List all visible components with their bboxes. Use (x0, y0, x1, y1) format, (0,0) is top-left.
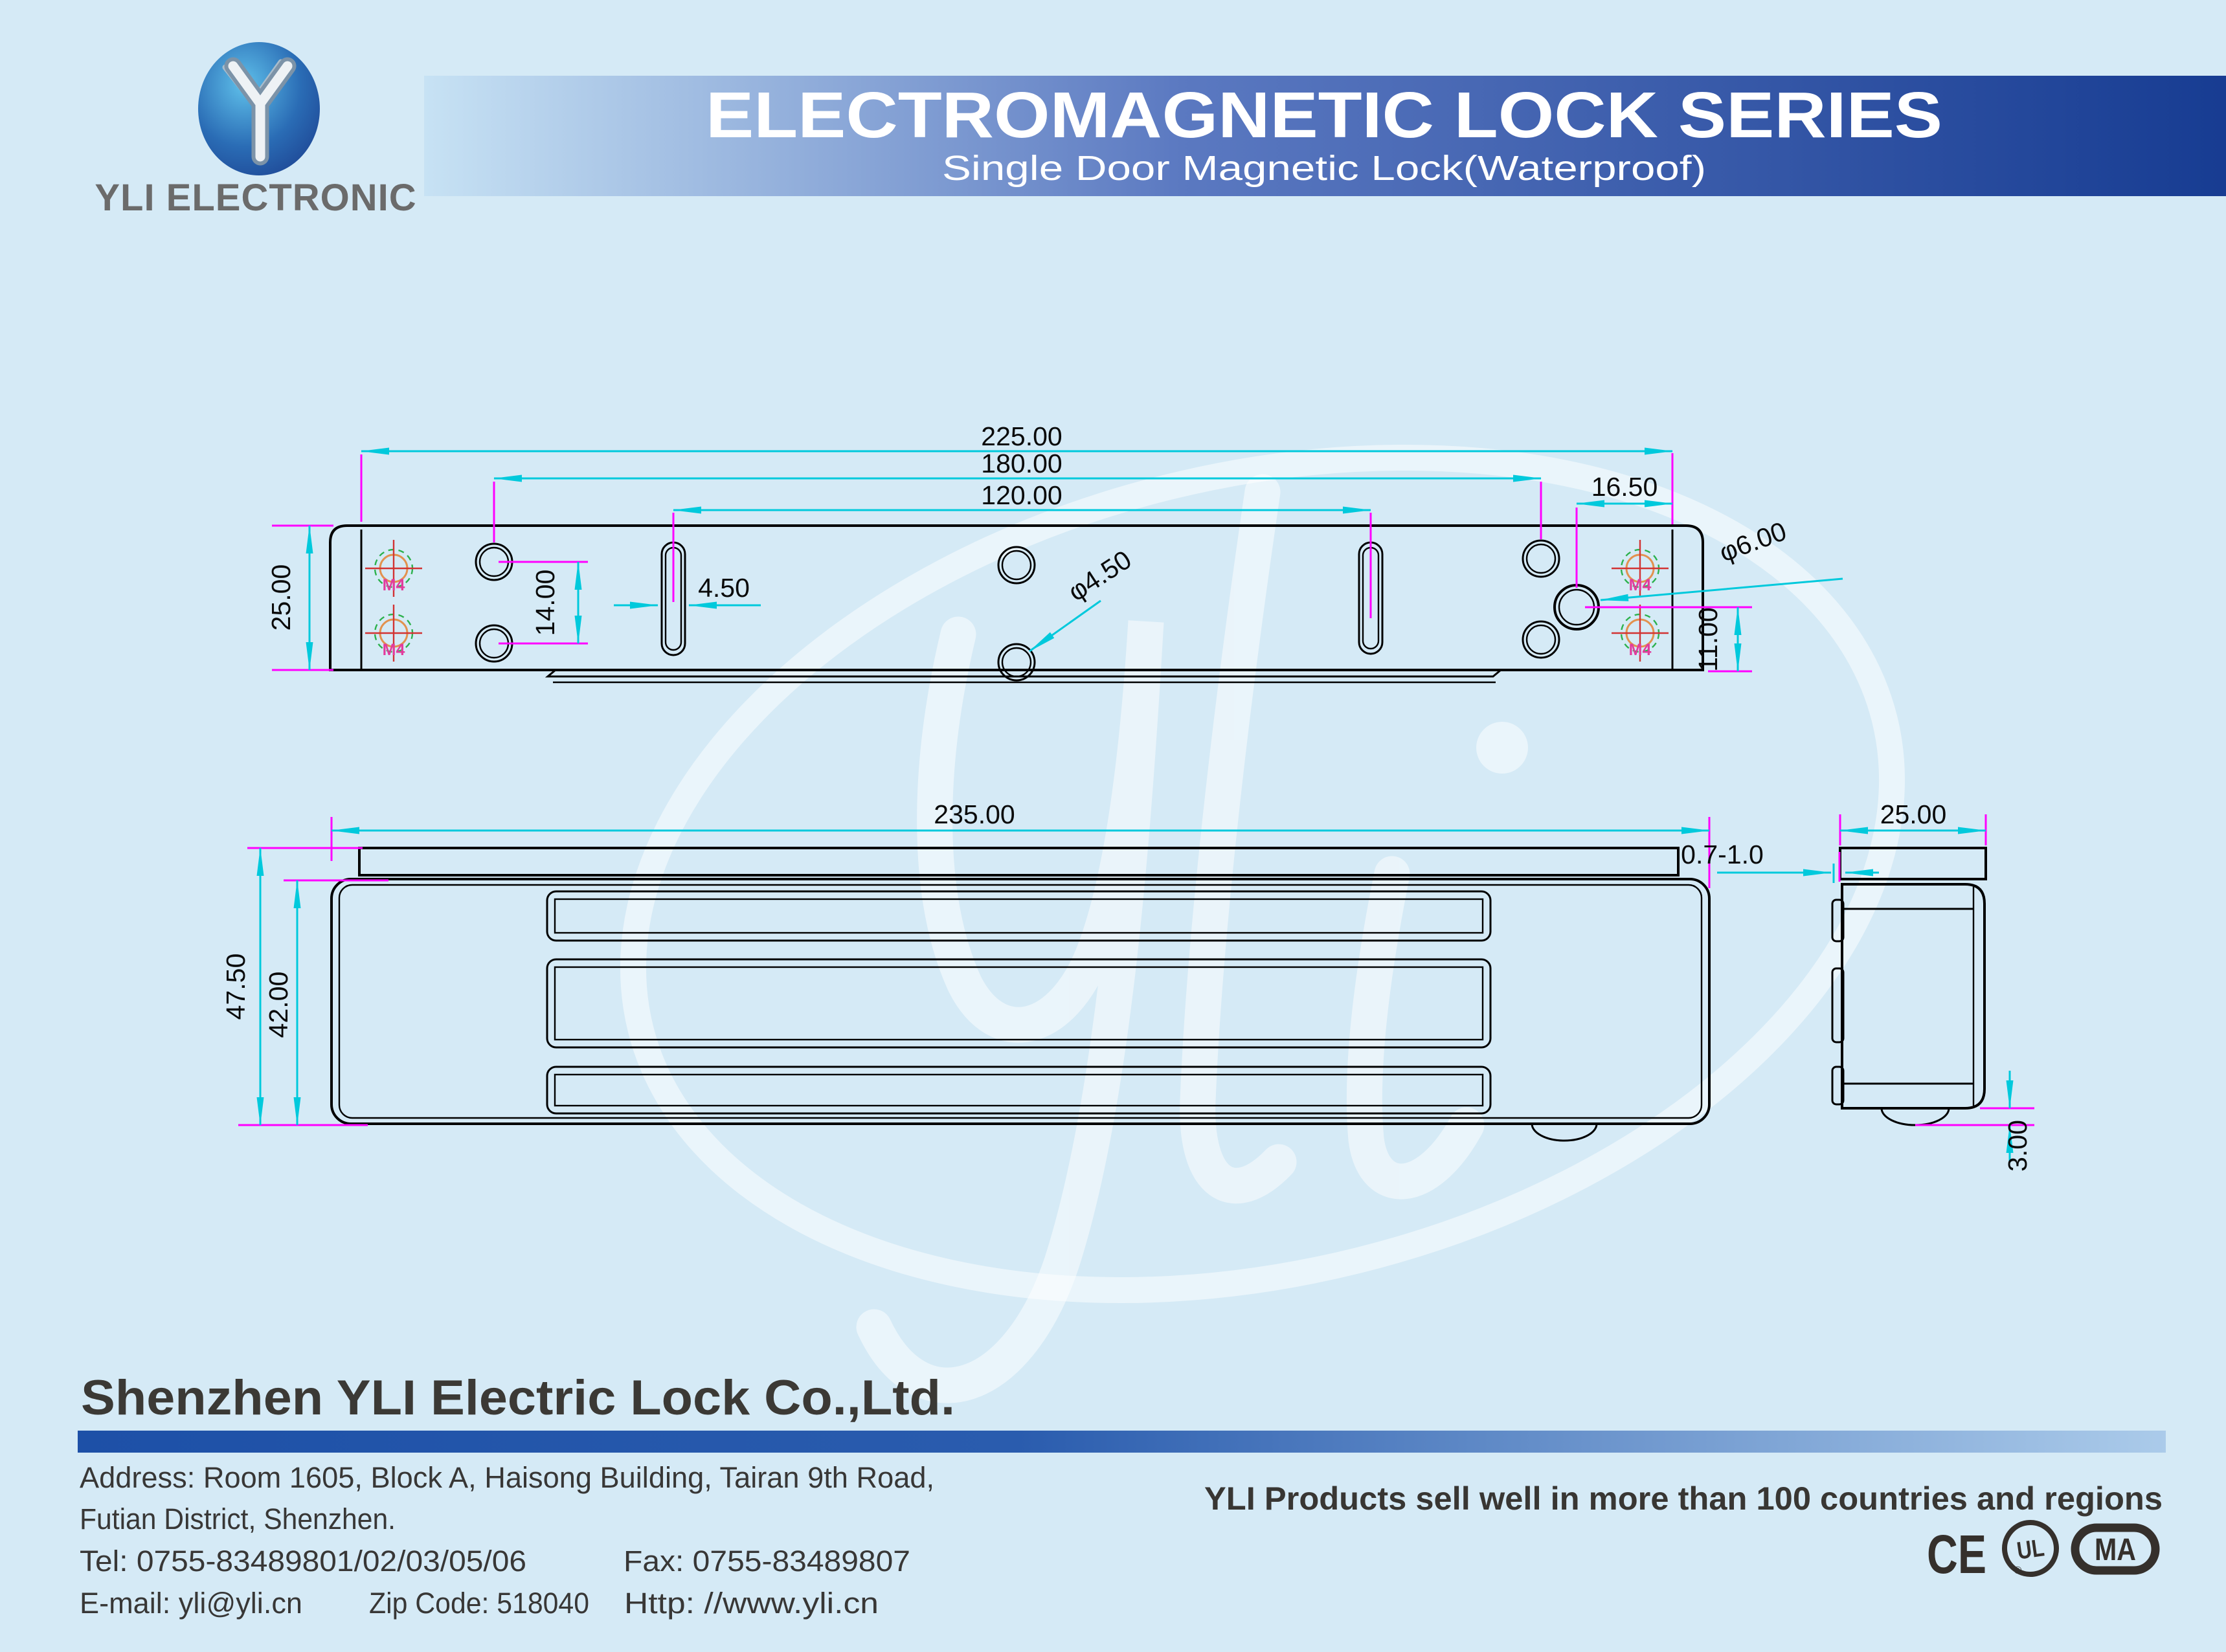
m4-mark (365, 540, 422, 597)
m4-label: M4 (382, 576, 405, 594)
banner-subtitle: Single Door Magnetic Lock(Waterproof) (942, 149, 1706, 188)
ma-mark-icon (2075, 1528, 2155, 1570)
tel-label: Tel: 0755-83489801/02/03/05/06 (80, 1545, 526, 1578)
top-view-drawing (266, 421, 1843, 682)
ul-mark-icon (2001, 1519, 2060, 1578)
logo-wordmark: YLI ELECTRONIC (95, 177, 417, 219)
dim-air-gap: 0.7-1.0 (1681, 840, 1764, 869)
zip-label: Zip Code: 518040 (369, 1587, 589, 1620)
dim-edge-offset: 16.50 (1591, 472, 1658, 502)
side-dome-foot (1882, 1108, 1949, 1125)
http-label: Http: //www.yli.cn (624, 1587, 879, 1620)
header (95, 42, 2226, 219)
certification-marks (1927, 1519, 2155, 1585)
ul-registered-symbol: ® (2013, 1565, 2023, 1577)
dim-dome-height: 3.00 (2003, 1120, 2032, 1172)
dim-body-depth: 25.00 (1880, 799, 1947, 829)
m4-mark (1612, 540, 1669, 597)
m4-label: M4 (1628, 641, 1652, 659)
fax-label: Fax: 0755-83489807 (624, 1545, 910, 1578)
dim-total-height: 47.50 (221, 953, 251, 1020)
armature-plate-front (359, 848, 1678, 875)
ma-mark-label: MA (2095, 1533, 2136, 1567)
lock-body-inner-line (339, 885, 1702, 1118)
dim-large-hole: φ6.00 (1715, 516, 1791, 568)
dim-body-height: 42.00 (264, 971, 293, 1038)
ce-mark-icon: CE (1927, 1524, 1986, 1585)
dim-edge-margin: 11.00 (1693, 607, 1723, 672)
email-label: E-mail: yli@yli.cn (80, 1587, 303, 1620)
dim-slot-span: 120.00 (981, 480, 1062, 510)
m4-label: M4 (382, 641, 405, 659)
front-dome-foot (1532, 1124, 1597, 1141)
lock-body-outline (332, 879, 1709, 1124)
side-view-drawing (1681, 799, 2034, 1172)
m4-label: M4 (1628, 576, 1652, 594)
dim-slot-width: 4.50 (698, 573, 750, 603)
side-view-dimensions (1681, 799, 2034, 1172)
bracket-slots (662, 542, 1382, 655)
ul-mark-label: UL (2015, 1534, 2052, 1565)
address-line1: Address: Room 1605, Block A, Haisong Building, Tairan 9th Road, (80, 1461, 934, 1494)
dim-body-length: 235.00 (934, 799, 1015, 829)
footer (78, 1370, 2166, 1620)
bracket-holes (476, 541, 1599, 680)
yli-logo-icon (198, 42, 320, 175)
banner-title: ELECTROMAGNETIC LOCK SERIES (706, 79, 1942, 151)
footer-divider-bar (78, 1431, 2166, 1453)
address-line2: Futian District, Shenzhen. (80, 1502, 396, 1535)
dim-hole-span: 180.00 (981, 449, 1062, 478)
tagline: YLI Products sell well in more than 100 countries and regions (1204, 1480, 2163, 1517)
dim-hole-pitch: 14.00 (530, 569, 560, 636)
dim-overall-length: 225.00 (981, 421, 1062, 451)
contact-block (80, 1461, 934, 1620)
dim-plate-width: 25.00 (266, 564, 296, 631)
company-name: Shenzhen YLI Electric Lock Co.,Ltd. (81, 1370, 955, 1425)
m4-mark (365, 605, 422, 662)
m4-mark (1612, 605, 1669, 662)
dim-small-hole: φ4.50 (1062, 544, 1137, 607)
